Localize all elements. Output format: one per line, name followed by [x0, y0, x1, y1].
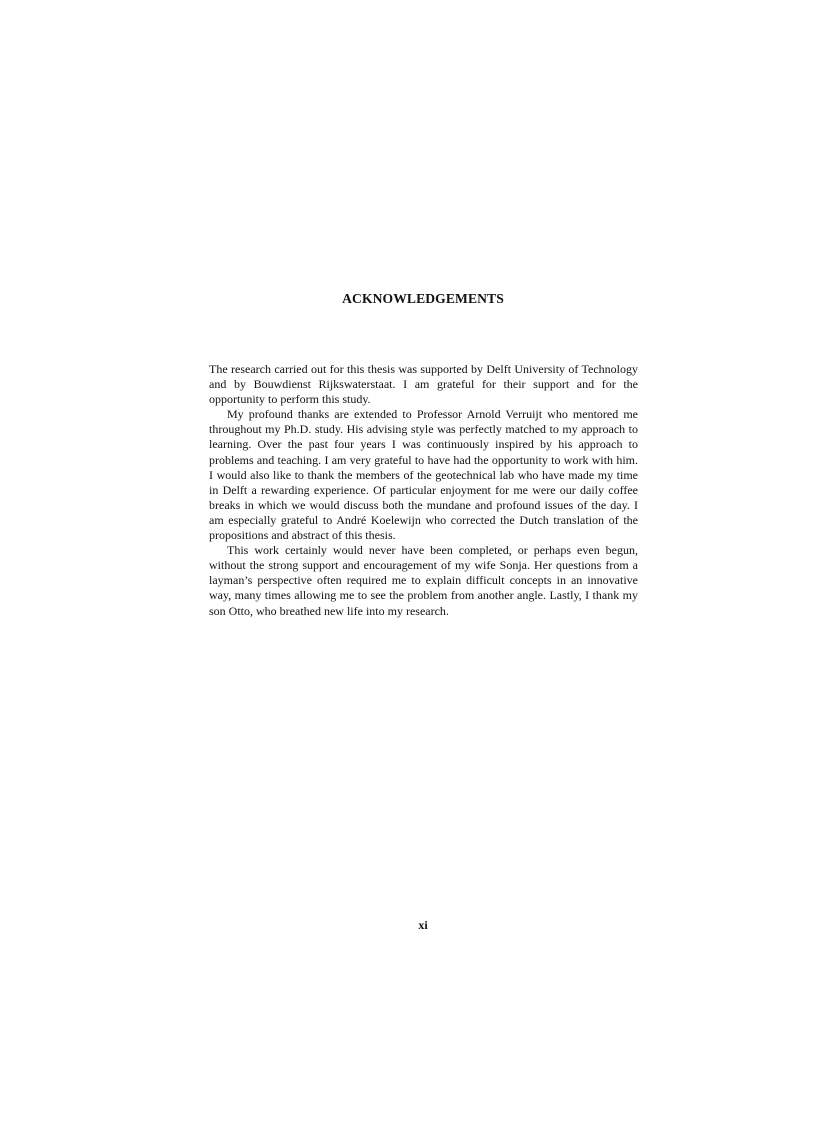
paragraph-family: This work certainly would never have been completed, or perhaps even begun, without the strong support and encouragement of my wife Sonja. Her questions from a layman’s perspective often required me to explain difficult concepts in an innovative way, many times allowing me to see the problem from another angle. Lastly, I thank my son Otto, who breathed new life into my research. — [209, 543, 638, 618]
acknowledgements-body — [209, 362, 638, 619]
paragraph-mentor: My profound thanks are extended to Professor Arnold Verruijt who mentored me throughout my Ph.D. study. His advising style was perfectly matched to my approach to learning. Over the past four years I was continuously inspired by his approach to problems and teaching. I am very grateful to have had the opportunity to work with him. I would also like to thank the members of the geotechnical lab who have made my time in Delft a rewarding experience. Of particular enjoyment for me were our daily coffee breaks in which we would discuss both the mundane and profound issues of the day. I am especially grateful to André Koelewijn who corrected the Dutch translation of the propositions and abstract of this thesis. — [209, 407, 638, 543]
page-number: xi — [418, 918, 428, 932]
page-heading: ACKNOWLEDGEMENTS — [342, 291, 504, 306]
paragraph-funding: The research carried out for this thesis was supported by Delft University of Technology and by Bouwdienst Rijkswaterstaat. I am grateful for their support and for the opportunity to perform this study. — [209, 362, 638, 407]
